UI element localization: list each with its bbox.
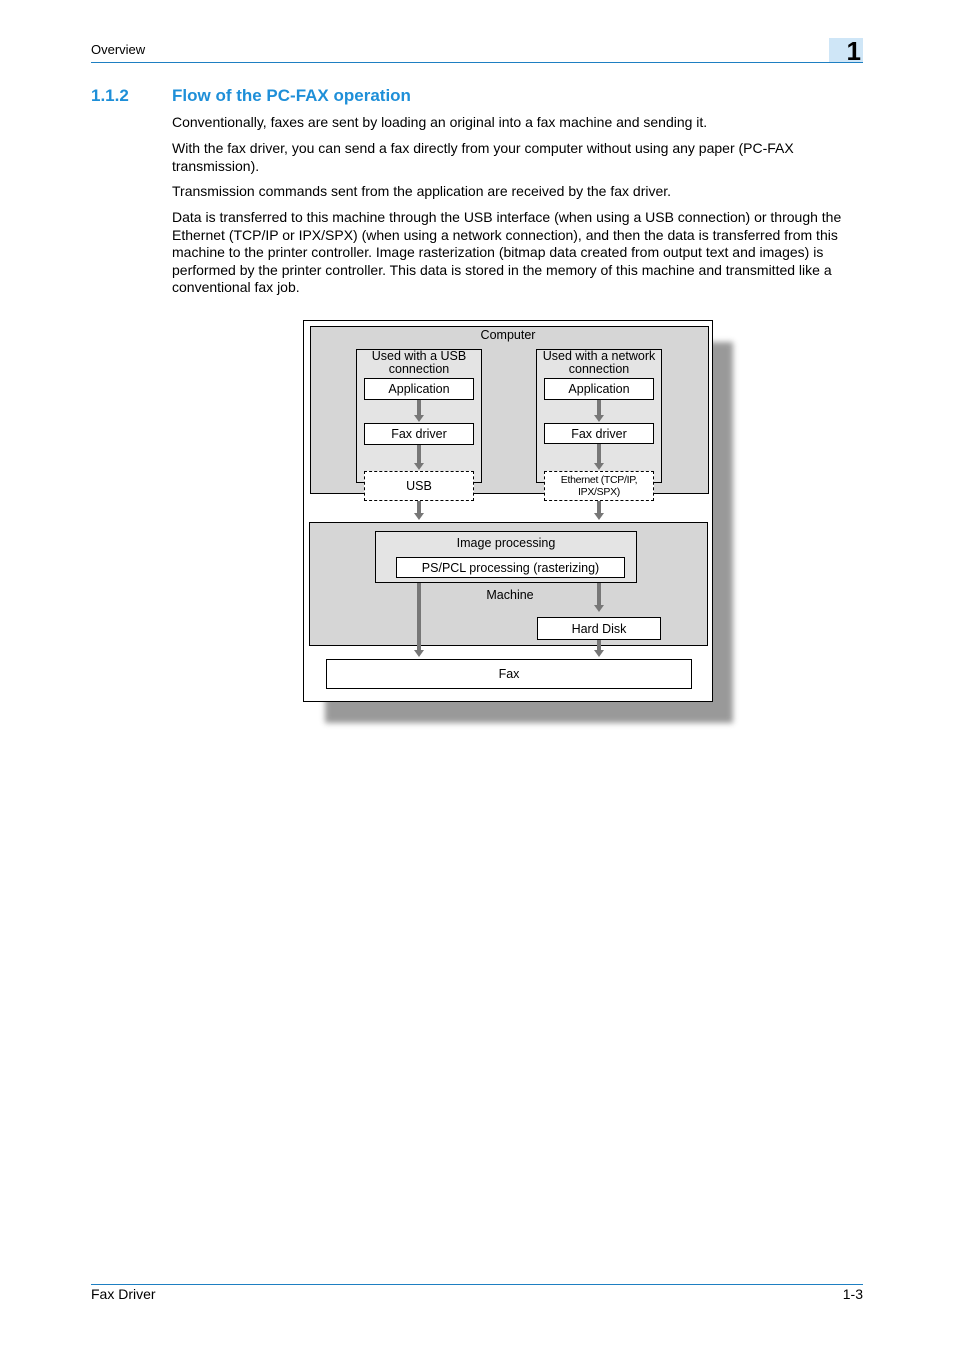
chapter-tab — [829, 36, 863, 66]
network-panel-title: Used with a network connection — [542, 349, 656, 376]
footer-title: Fax Driver — [91, 1286, 156, 1302]
arrow-down-icon — [417, 501, 421, 514]
paragraph-3: Transmission commands sent from the application are received by the fax driver. — [172, 183, 672, 199]
diagram-frame — [303, 320, 713, 702]
hard-disk-box: Hard Disk — [537, 617, 661, 640]
ethernet-interface-box: Ethernet (TCP/IP, IPX/SPX) — [544, 471, 654, 501]
running-header-section: Overview — [91, 42, 146, 57]
image-processing-label: Image processing — [456, 536, 556, 550]
arrow-down-icon — [417, 445, 421, 464]
paragraph-2: With the fax driver, you can send a fax directly from your computer without using any paper (PC-FAX transmission). — [172, 140, 794, 174]
arrow-down-icon — [417, 583, 421, 651]
header-rule — [91, 62, 863, 63]
usb-interface-box: USB — [364, 471, 474, 501]
pc-fax-flow-diagram — [303, 320, 733, 725]
usb-panel-title: Used with a USB connection — [371, 349, 467, 376]
arrow-down-icon — [597, 583, 601, 606]
computer-label: Computer — [480, 328, 536, 342]
section-number: 1.1.2 — [91, 86, 129, 105]
usb-fax-driver-box: Fax driver — [364, 423, 474, 445]
rasterizing-box: PS/PCL processing (rasterizing) — [396, 557, 625, 578]
chapter-number: 1 — [846, 36, 861, 66]
machine-label: Machine — [486, 588, 534, 602]
network-fax-driver-box: Fax driver — [544, 423, 654, 444]
section-title: Flow of the PC-FAX operation — [172, 86, 411, 105]
arrow-down-icon — [597, 400, 601, 416]
paragraph-1: Conventionally, faxes are sent by loading an original into a fax machine and sending it. — [172, 114, 708, 130]
arrow-down-icon — [597, 444, 601, 464]
paragraph-4: Data is transferred to this machine through the USB interface (when using a USB connection) or through the Ethernet (TCP/IP or IPX/SPX) (when using a network connection), and then the data is transferred from this machine to the printer controller. Image rasterization (bitmap data created from output text and images) is performed by the printer controller. This data is stored in the memory of this machine and transmitted like a conventional fax job. — [172, 209, 842, 296]
network-application-box: Application — [544, 378, 654, 400]
arrow-down-icon — [417, 400, 421, 416]
footer-rule — [91, 1284, 863, 1285]
page-number: 1-3 — [842, 1286, 863, 1302]
fax-box: Fax — [326, 659, 692, 689]
arrow-down-icon — [597, 640, 601, 651]
usb-application-box: Application — [364, 378, 474, 400]
arrow-down-icon — [597, 501, 601, 514]
